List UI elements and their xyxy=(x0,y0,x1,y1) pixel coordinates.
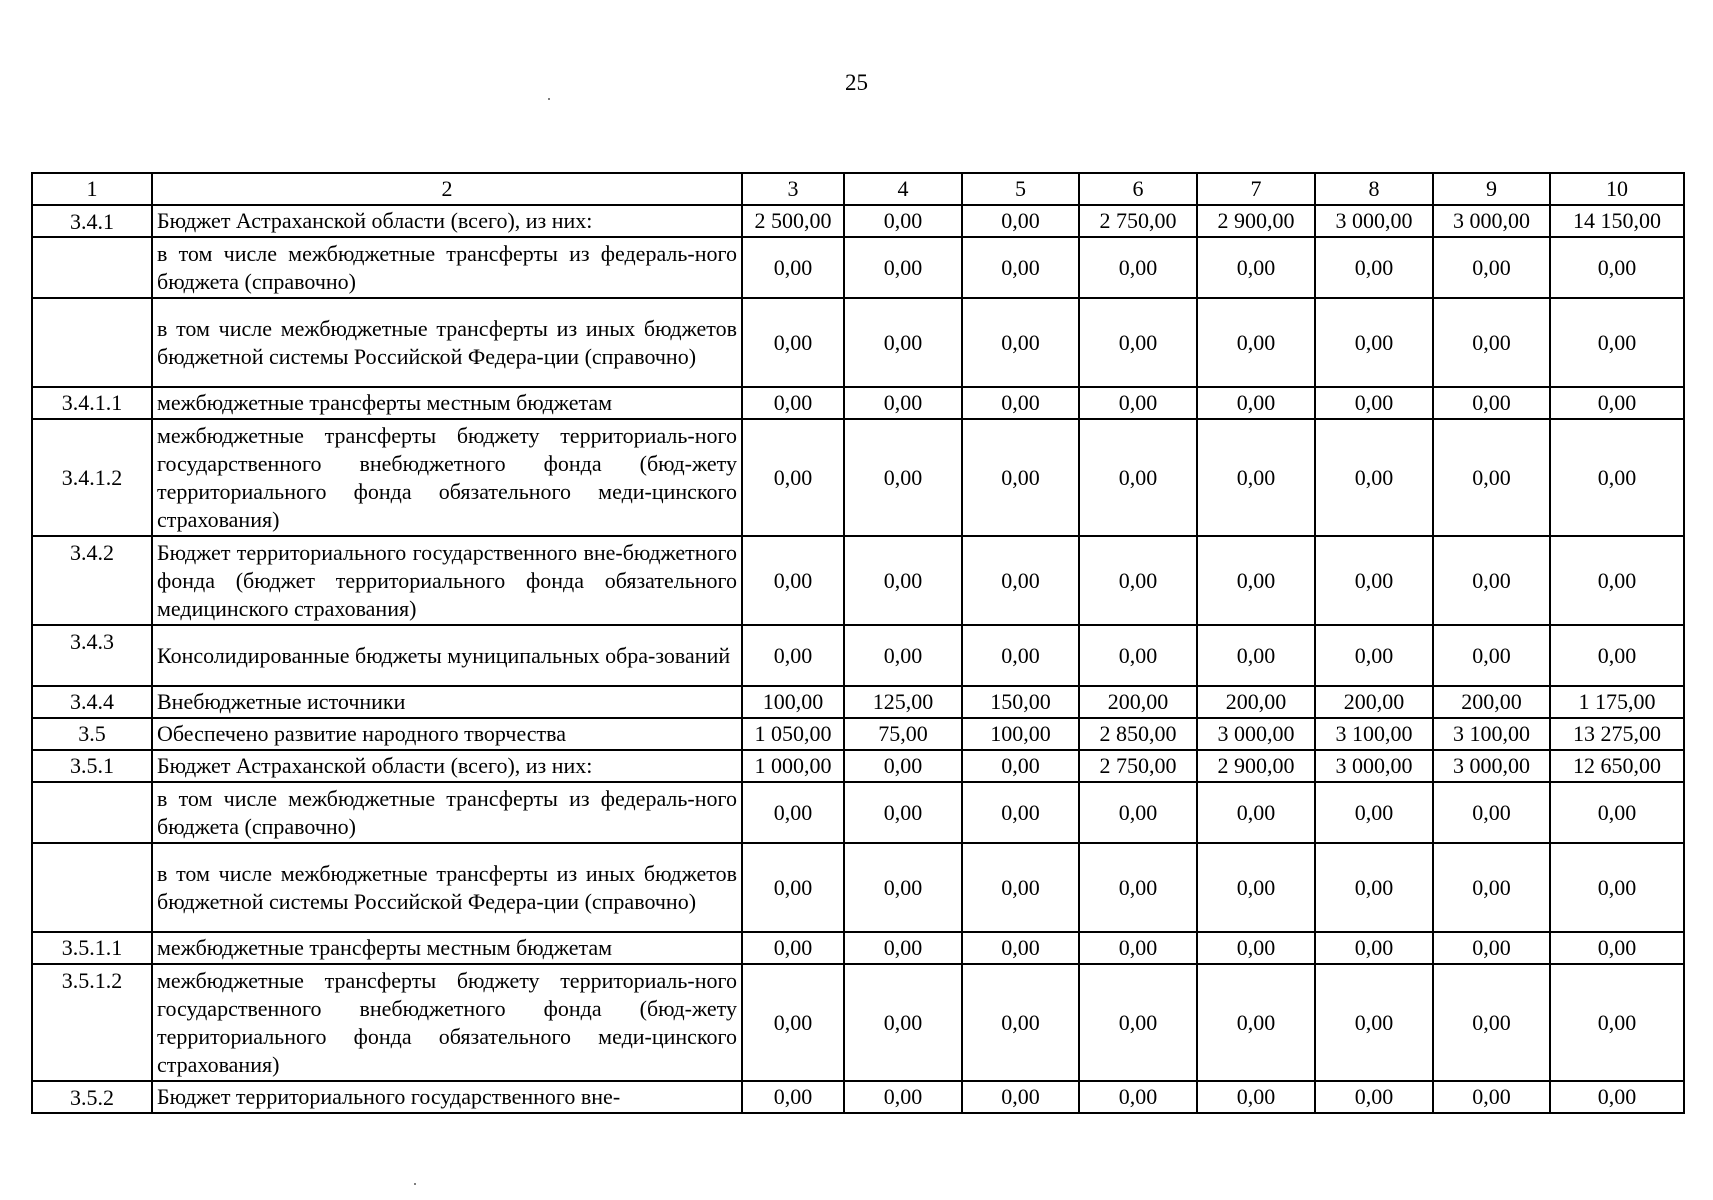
value-cell: 0,00 xyxy=(1315,932,1433,964)
value-cell: 0,00 xyxy=(1315,843,1433,932)
table-row xyxy=(32,625,1684,686)
page-number: 25 xyxy=(845,70,868,95)
value-cell: 100,00 xyxy=(742,686,844,718)
value-cell: 0,00 xyxy=(1433,237,1550,298)
value-cell: 0,00 xyxy=(1079,387,1197,419)
table-row xyxy=(32,1081,1684,1113)
value-cell: 0,00 xyxy=(742,964,844,1081)
value-cell: 0,00 xyxy=(1315,419,1433,536)
value-cell: 0,00 xyxy=(1433,932,1550,964)
value-cell: 0,00 xyxy=(844,419,962,536)
value-cell: 0,00 xyxy=(962,964,1079,1081)
value-cell: 0,00 xyxy=(1197,843,1315,932)
row-code: 3.5.2 xyxy=(32,1081,152,1113)
value-cell: 0,00 xyxy=(1433,298,1550,387)
value-cell: 200,00 xyxy=(1197,686,1315,718)
value-cell: 3 000,00 xyxy=(1315,205,1433,237)
value-cell: 0,00 xyxy=(1433,1081,1550,1113)
row-description: межбюджетные трансферты бюджету территориаль-ного государственного внебюджетного фонда (бюд-жету территориального фонда обязательного меди-цинского страхования) xyxy=(152,419,742,536)
column-header: 2 xyxy=(152,173,742,205)
column-header: 9 xyxy=(1433,173,1550,205)
value-cell: 0,00 xyxy=(1433,387,1550,419)
column-header: 3 xyxy=(742,173,844,205)
row-code: 3.5.1 xyxy=(32,750,152,782)
value-cell: 0,00 xyxy=(1079,237,1197,298)
row-description: Внебюджетные источники xyxy=(152,686,742,718)
table-row xyxy=(32,205,1684,237)
value-cell: 0,00 xyxy=(1079,964,1197,1081)
value-cell: 200,00 xyxy=(1315,686,1433,718)
value-cell: 0,00 xyxy=(1197,1081,1315,1113)
value-cell: 75,00 xyxy=(844,718,962,750)
row-description: в том числе межбюджетные трансферты из иных бюджетов бюджетной системы Российской Федера-ции (справочно) xyxy=(152,843,742,932)
value-cell: 13 275,00 xyxy=(1550,718,1684,750)
row-description: в том числе межбюджетные трансферты из федераль-ного бюджета (справочно) xyxy=(152,782,742,843)
value-cell: 0,00 xyxy=(1550,782,1684,843)
table-row xyxy=(32,419,1684,536)
value-cell: 0,00 xyxy=(1197,237,1315,298)
value-cell: 2 750,00 xyxy=(1079,205,1197,237)
value-cell: 0,00 xyxy=(844,298,962,387)
value-cell: 2 500,00 xyxy=(742,205,844,237)
value-cell: 0,00 xyxy=(844,387,962,419)
value-cell: 0,00 xyxy=(1079,843,1197,932)
value-cell: 0,00 xyxy=(742,419,844,536)
value-cell: 0,00 xyxy=(962,387,1079,419)
value-cell: 0,00 xyxy=(1079,782,1197,843)
column-header: 10 xyxy=(1550,173,1684,205)
value-cell: 0,00 xyxy=(742,298,844,387)
value-cell: 0,00 xyxy=(844,750,962,782)
table-row xyxy=(32,718,1684,750)
value-cell: 14 150,00 xyxy=(1550,205,1684,237)
table-row xyxy=(32,750,1684,782)
value-cell: 0,00 xyxy=(962,205,1079,237)
value-cell: 0,00 xyxy=(844,237,962,298)
value-cell: 0,00 xyxy=(1197,419,1315,536)
value-cell: 0,00 xyxy=(1315,1081,1433,1113)
value-cell: 2 850,00 xyxy=(1079,718,1197,750)
value-cell: 0,00 xyxy=(1550,843,1684,932)
table-row xyxy=(32,298,1684,387)
row-description: Бюджет территориального государственного вне- xyxy=(152,1081,742,1113)
value-cell: 0,00 xyxy=(1433,536,1550,625)
value-cell: 0,00 xyxy=(1315,298,1433,387)
table-row xyxy=(32,932,1684,964)
scan-speck xyxy=(414,1183,416,1185)
value-cell: 0,00 xyxy=(1197,782,1315,843)
table-row xyxy=(32,843,1684,932)
value-cell: 0,00 xyxy=(1315,536,1433,625)
value-cell: 0,00 xyxy=(742,932,844,964)
value-cell: 200,00 xyxy=(1079,686,1197,718)
value-cell: 1 175,00 xyxy=(1550,686,1684,718)
row-code xyxy=(32,782,152,843)
value-cell: 125,00 xyxy=(844,686,962,718)
row-code: 3.5 xyxy=(32,718,152,750)
column-header: 4 xyxy=(844,173,962,205)
header-row xyxy=(32,173,1684,205)
value-cell: 0,00 xyxy=(742,387,844,419)
value-cell: 0,00 xyxy=(1550,1081,1684,1113)
column-header: 7 xyxy=(1197,173,1315,205)
value-cell: 3 000,00 xyxy=(1197,718,1315,750)
row-description: Бюджет территориального государственного вне-бюджетного фонда (бюджет территориального фонда обязательного медицинского страхования) xyxy=(152,536,742,625)
row-description: в том числе межбюджетные трансферты из иных бюджетов бюджетной системы Российской Федера-ции (справочно) xyxy=(152,298,742,387)
value-cell: 1 050,00 xyxy=(742,718,844,750)
value-cell: 12 650,00 xyxy=(1550,750,1684,782)
value-cell: 3 100,00 xyxy=(1315,718,1433,750)
row-code: 3.4.4 xyxy=(32,686,152,718)
table-row xyxy=(32,964,1684,1081)
value-cell: 0,00 xyxy=(962,1081,1079,1113)
value-cell: 0,00 xyxy=(962,843,1079,932)
value-cell: 0,00 xyxy=(844,536,962,625)
column-header: 5 xyxy=(962,173,1079,205)
value-cell: 0,00 xyxy=(742,237,844,298)
row-code: 3.4.1.1 xyxy=(32,387,152,419)
value-cell: 0,00 xyxy=(844,964,962,1081)
value-cell: 150,00 xyxy=(962,686,1079,718)
value-cell: 0,00 xyxy=(1315,625,1433,686)
column-header: 8 xyxy=(1315,173,1433,205)
value-cell: 0,00 xyxy=(1433,782,1550,843)
value-cell: 0,00 xyxy=(1315,964,1433,1081)
row-description: межбюджетные трансферты местным бюджетам xyxy=(152,932,742,964)
value-cell: 0,00 xyxy=(1315,782,1433,843)
column-header: 1 xyxy=(32,173,152,205)
table-row xyxy=(32,686,1684,718)
value-cell: 0,00 xyxy=(844,205,962,237)
value-cell: 2 900,00 xyxy=(1197,750,1315,782)
value-cell: 0,00 xyxy=(962,782,1079,843)
table-row xyxy=(32,387,1684,419)
value-cell: 200,00 xyxy=(1433,686,1550,718)
value-cell: 100,00 xyxy=(962,718,1079,750)
value-cell: 0,00 xyxy=(1315,387,1433,419)
value-cell: 0,00 xyxy=(1197,298,1315,387)
value-cell: 3 000,00 xyxy=(1433,205,1550,237)
value-cell: 0,00 xyxy=(1079,1081,1197,1113)
value-cell: 0,00 xyxy=(1433,625,1550,686)
value-cell: 0,00 xyxy=(844,1081,962,1113)
value-cell: 0,00 xyxy=(844,782,962,843)
value-cell: 2 750,00 xyxy=(1079,750,1197,782)
row-code: 3.4.2 xyxy=(32,536,152,625)
value-cell: 0,00 xyxy=(962,536,1079,625)
row-code xyxy=(32,298,152,387)
value-cell: 0,00 xyxy=(742,1081,844,1113)
value-cell: 0,00 xyxy=(742,782,844,843)
value-cell: 0,00 xyxy=(1079,419,1197,536)
value-cell: 0,00 xyxy=(844,625,962,686)
value-cell: 0,00 xyxy=(844,843,962,932)
value-cell: 0,00 xyxy=(1079,536,1197,625)
scan-speck xyxy=(548,98,550,100)
value-cell: 1 000,00 xyxy=(742,750,844,782)
value-cell: 0,00 xyxy=(1079,625,1197,686)
value-cell: 0,00 xyxy=(1550,298,1684,387)
table-row xyxy=(32,782,1684,843)
budget-table xyxy=(31,172,1685,1114)
row-code: 3.4.1 xyxy=(32,205,152,237)
value-cell: 0,00 xyxy=(1433,964,1550,1081)
row-code xyxy=(32,843,152,932)
value-cell: 0,00 xyxy=(962,419,1079,536)
column-header: 6 xyxy=(1079,173,1197,205)
row-description: Консолидированные бюджеты муниципальных обра-зований xyxy=(152,625,742,686)
value-cell: 0,00 xyxy=(1197,387,1315,419)
table-row xyxy=(32,536,1684,625)
row-description: Бюджет Астраханской области (всего), из них: xyxy=(152,750,742,782)
value-cell: 0,00 xyxy=(1079,932,1197,964)
row-code xyxy=(32,237,152,298)
value-cell: 0,00 xyxy=(1197,625,1315,686)
value-cell: 0,00 xyxy=(742,843,844,932)
table-row xyxy=(32,237,1684,298)
row-description: межбюджетные трансферты местным бюджетам xyxy=(152,387,742,419)
value-cell: 0,00 xyxy=(844,932,962,964)
row-code: 3.5.1.2 xyxy=(32,964,152,1081)
value-cell: 0,00 xyxy=(1433,843,1550,932)
value-cell: 2 900,00 xyxy=(1197,205,1315,237)
row-description: Бюджет Астраханской области (всего), из них: xyxy=(152,205,742,237)
value-cell: 0,00 xyxy=(1197,964,1315,1081)
value-cell: 3 000,00 xyxy=(1433,750,1550,782)
value-cell: 0,00 xyxy=(1197,932,1315,964)
value-cell: 3 100,00 xyxy=(1433,718,1550,750)
row-code: 3.5.1.1 xyxy=(32,932,152,964)
value-cell: 0,00 xyxy=(1550,387,1684,419)
value-cell: 0,00 xyxy=(962,932,1079,964)
row-code: 3.4.1.2 xyxy=(32,419,152,536)
value-cell: 3 000,00 xyxy=(1315,750,1433,782)
table-body xyxy=(32,173,1684,1113)
value-cell: 0,00 xyxy=(962,298,1079,387)
value-cell: 0,00 xyxy=(1433,419,1550,536)
value-cell: 0,00 xyxy=(1550,536,1684,625)
value-cell: 0,00 xyxy=(1315,237,1433,298)
row-description: межбюджетные трансферты бюджету территориаль-ного государственного внебюджетного фонда (бюд-жету территориального фонда обязательного меди-цинского страхования) xyxy=(152,964,742,1081)
value-cell: 0,00 xyxy=(1550,237,1684,298)
value-cell: 0,00 xyxy=(962,625,1079,686)
value-cell: 0,00 xyxy=(1197,536,1315,625)
value-cell: 0,00 xyxy=(742,625,844,686)
row-description: Обеспечено развитие народного творчества xyxy=(152,718,742,750)
value-cell: 0,00 xyxy=(962,237,1079,298)
value-cell: 0,00 xyxy=(1550,932,1684,964)
row-code: 3.4.3 xyxy=(32,625,152,686)
value-cell: 0,00 xyxy=(962,750,1079,782)
value-cell: 0,00 xyxy=(1550,625,1684,686)
value-cell: 0,00 xyxy=(1550,964,1684,1081)
value-cell: 0,00 xyxy=(742,536,844,625)
row-description: в том числе межбюджетные трансферты из федераль-ного бюджета (справочно) xyxy=(152,237,742,298)
value-cell: 0,00 xyxy=(1079,298,1197,387)
value-cell: 0,00 xyxy=(1550,419,1684,536)
